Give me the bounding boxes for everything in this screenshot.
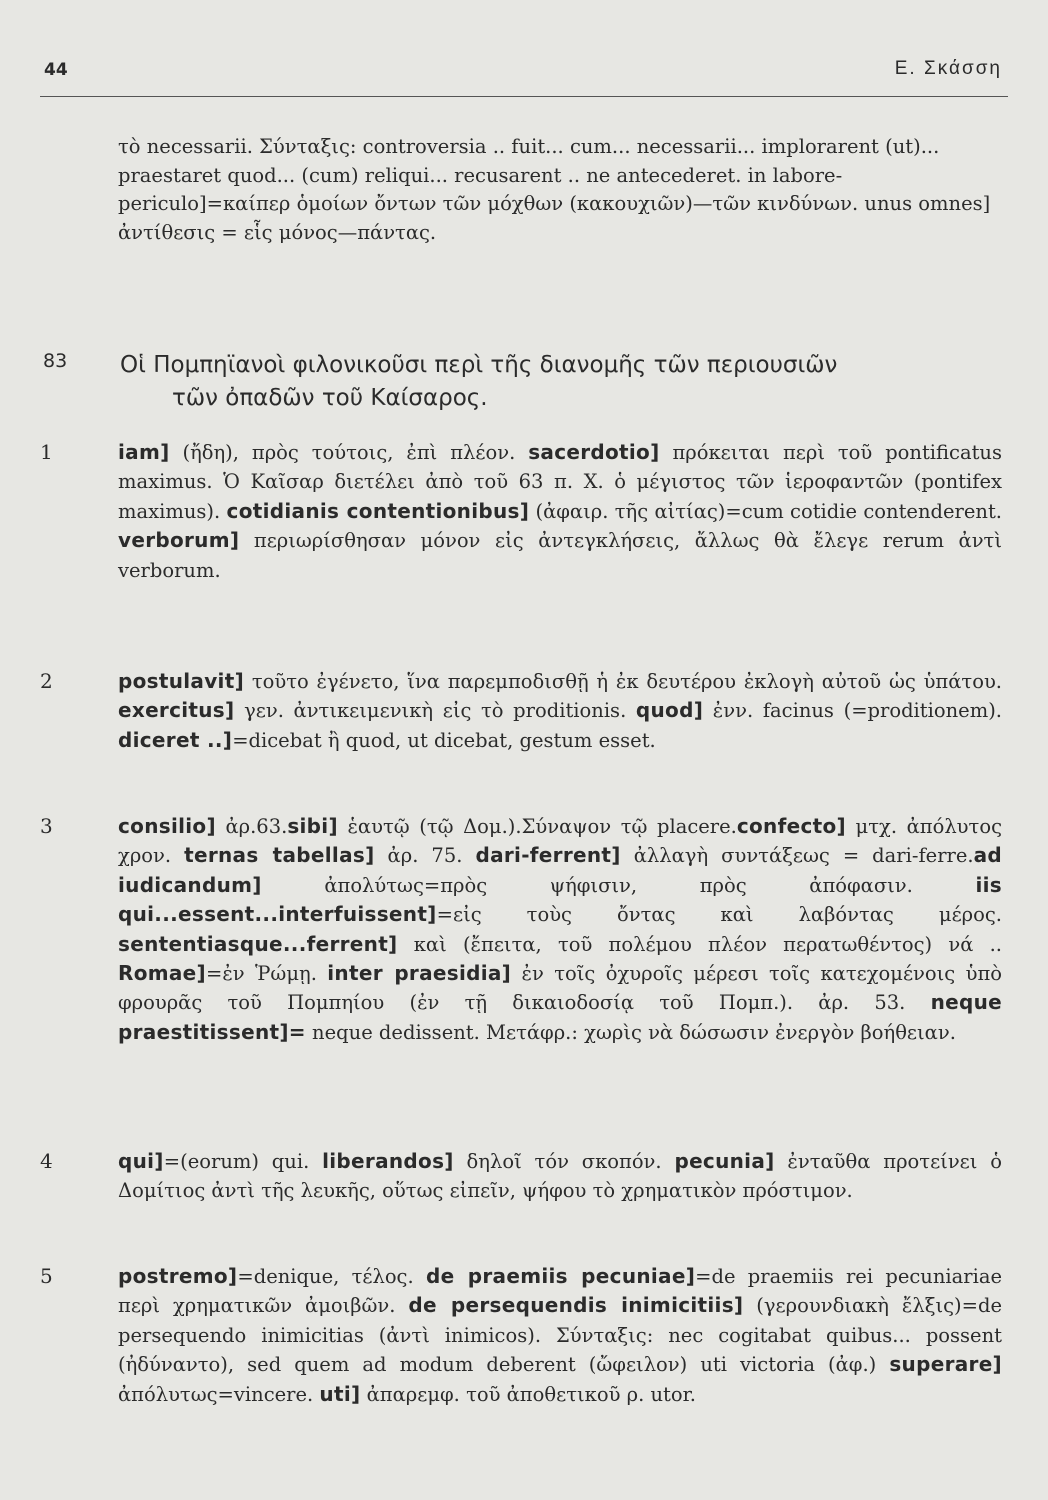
header-rule [40,96,1008,97]
lemma: liberandos] [322,1149,454,1173]
lemma: neque praestitissent]= [118,990,1002,1044]
lemma: cotidianis contentionibus] [226,498,530,523]
commentary-text: (ἀφαιρ. τῆς αἰτίας)=cum cotidie contenderent. [529,499,1002,523]
commentary-text: ἀπαρεμφ. τοῦ ἀποθετικοῦ ρ. utor. [360,1382,696,1406]
commentary-text: =εἰς τοὺς ὄντας καὶ λαβόντας μέρος. [436,903,1002,927]
commentary-text: ἀπολύτως=πρὸς ψήφισιν, πρὸς ἀπόφασιν. [261,873,976,897]
lemma: sacerdotio] [528,440,660,464]
lemma: postremo] [118,1264,238,1288]
lemma: iis qui...essent...interfuissent] [118,872,1002,927]
lemma: iam] [118,440,170,464]
lemma: exercitus] [118,698,235,723]
commentary-text: ἐνν. facinus (=proditionem). [703,699,1003,723]
commentary-text: πρόκειται περὶ τοῦ pontificatus maximus. Ὁ Καῖσαρ διετέλει ἀπὸ τοῦ 63 π. Χ. ὁ μέγιστος τῶν ἱεροφαντῶν (pontifex maximus). [118,441,1002,523]
entry-body [118,1147,1002,1206]
commentary-text: =denique, τέλος. [237,1265,426,1288]
lemma: sibi] [287,814,338,838]
commentary-text: =dicebat ἢ quod, ut dicebat, gestum esset. [232,728,656,752]
lemma: pecunia] [674,1149,775,1173]
commentary-text: (γερουνδιακὴ ἔλξις)=de persequendo inimicitias (ἀντὶ inimicos). Σύνταξις: nec cogitabat quibus... possent (ἠδύναντο), sed quem ad modum deberent (ὤφειλον) uti victoria (ἀφ.) [118,1294,1003,1377]
entry-number: 1 [40,440,53,464]
commentary-text: ἑαυτῷ (τῷ Δομ.).Σύναψον τῷ placere. [337,815,737,838]
lemma: sententiasque...ferrent] [118,931,398,956]
lemma: confecto] [736,814,846,838]
commentary-text: καὶ (ἔπειτα, τοῦ πολέμου πλέον περατωθέντος) νά .. [397,932,1002,956]
commentary-text: ἀρ. 75. [374,844,476,868]
entry-body [118,667,1002,755]
entry-body [118,438,1002,585]
commentary-text: =(eorum) qui. [163,1150,323,1173]
entry-number: 5 [40,1264,53,1288]
page-number: 44 [44,60,68,80]
lemma: quod] [635,698,704,723]
lemma: consilio] [118,814,216,838]
commentary-text: ἀπόλυτως=vincere. [118,1382,320,1406]
section-title-line-2: τῶν ὀπαδῶν τοῦ Καίσαρος. [172,385,488,411]
lemma: dari-ferrent] [475,843,621,868]
entry-number: 4 [40,1149,53,1173]
lemma: Romae] [118,961,206,986]
commentary-text: τοῦτο ἐγένετο, ἵνα παρεμποδισθῇ ἡ ἐκ δευτέρου ἐκλογὴ αὐτοῦ ὡς ὑπάτου. [244,670,1002,693]
running-head: Ε. Σκάσση [894,58,1002,79]
commentary-text: (ἤδη), πρὸς τούτοις, ἐπὶ πλέον. [169,441,529,464]
lemma: superare] [889,1352,1002,1377]
lemma: uti] [319,1381,361,1406]
commentary-text: ἀρ.63. [215,815,288,838]
entry-body [118,1262,1002,1409]
lemma: diceret ..] [118,727,233,752]
top-paragraph: τὸ necessarii. Σύνταξις: controversia .. fuit... cum... necessarii... implorarent (ut)... praestaret quod... (cum) reliqui... recusarent .. ne antecederet. in labore-periculo]=καίπερ ὁμοίων ὄντων τῶν μόχθων (κακουχιῶν)—τῶν κινδύνων. unus omnes] ἀντίθεσις = εἷς μόνος—πάντας. [118,135,991,244]
commentary-text: μτχ. ἀπόλυτος χρον. [118,815,1002,868]
lemma: qui] [118,1149,164,1173]
lemma: de persequendis inimicitiis] [408,1293,744,1318]
entry-number: 3 [40,814,53,838]
commentary-text: ἀλλαγὴ συντάξεως = dari-ferre. [620,844,974,868]
commentary-text: =de praemiis rei pecuniariae περὶ χρηματικῶν ἀμοιβῶν. [118,1265,1002,1318]
section-title-line-1: Οἱ Πομπηϊανοὶ φιλονικοῦσι περὶ τῆς διανομῆς τῶν περιουσιῶν [120,352,838,378]
entry-number: 2 [40,669,53,693]
commentary-text: ἐνταῦθα προτείνει ὁ Δομίτιος ἀντὶ τῆς λευκῆς, οὕτως εἰπεῖν, ψήφου τὸ χρηματικὸν πρόστιμον. [118,1150,1002,1203]
lemma: verborum] [118,528,240,553]
lemma: ad iudicandum] [118,843,1003,897]
lemma: ternas tabellas] [184,843,375,868]
lemma: postulavit] [118,669,245,693]
commentary-text: ἐν τοῖς ὀχυροῖς μέρεσι τοῖς κατεχομένοις ὑπὸ φρουρᾶς τοῦ Πομπηίου (ἐν τῇ δικαιοδοσίᾳ τοῦ Πομπ.). ἀρ. 53. [118,962,1003,1015]
section-title [120,349,1010,415]
commentary-text: περιωρίσθησαν μόνον εἰς ἀντεγκλήσεις, ἄλλως θὰ ἔλεγε rerum ἀντὶ verborum. [118,529,1002,582]
commentary-text: γεν. ἀντικειμενικὴ εἰς τὸ proditionis. [234,699,636,723]
lemma: de praemiis pecuniae] [425,1264,696,1288]
commentary-text: δηλοῖ τόν σκοπόν. [453,1150,675,1173]
commentary-text: neque dedissent. Μετάφρ.: χωρὶς νὰ δώσωσιν ἐνεργὸν βοήθειαν. [305,1020,956,1044]
entry-body [118,812,1002,1047]
commentary-text: =ἐν Ῥώμῃ. [205,962,328,986]
section-number: 83 [43,350,68,372]
lemma: inter praesidia] [327,961,512,986]
